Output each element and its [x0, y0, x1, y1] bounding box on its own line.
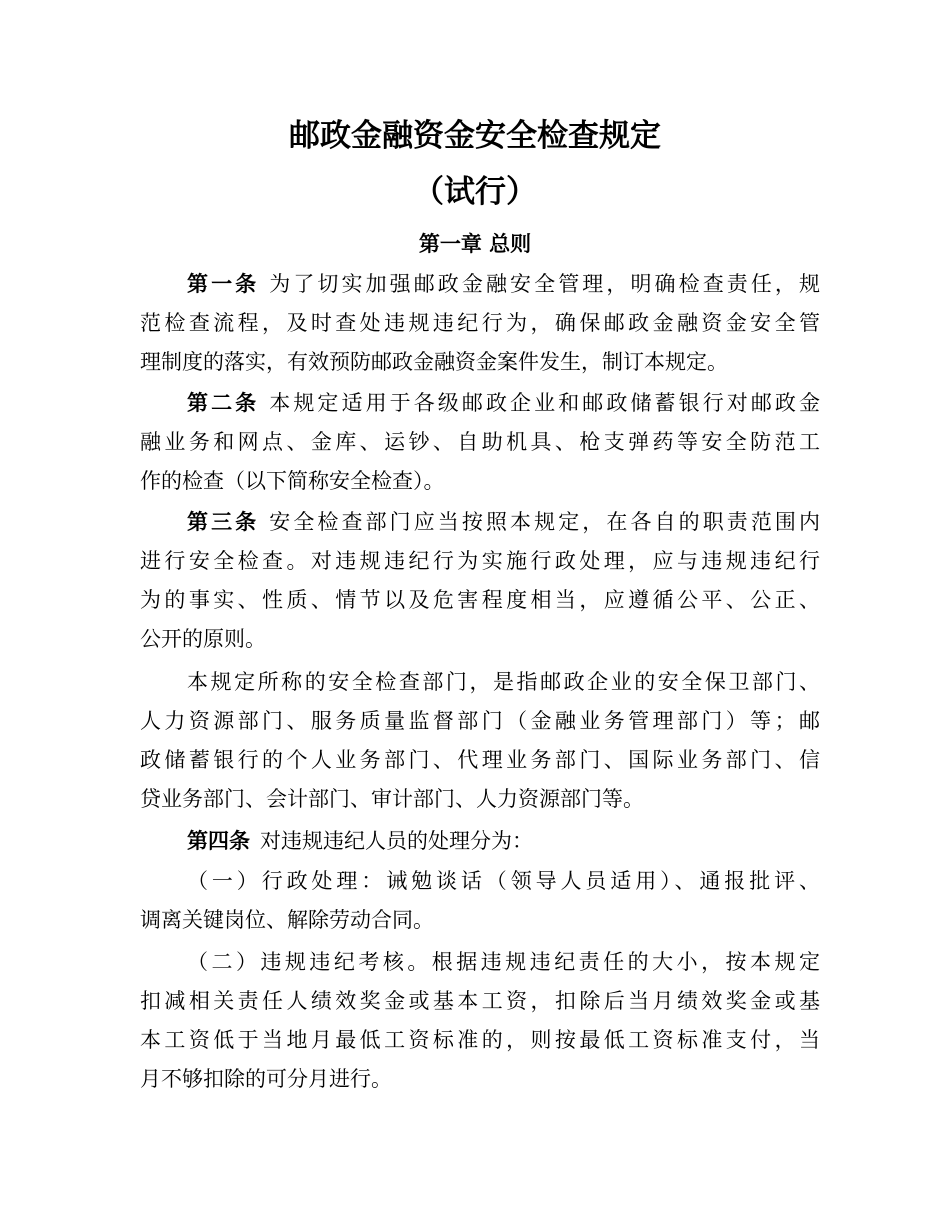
article-1-text: 为了切实加强邮政金融安全管理，明确检查责任，规	[269, 272, 821, 296]
document-title: 邮政金融资金安全检查规定	[289, 118, 661, 154]
article-1-line-1	[187, 267, 820, 301]
item-2-line-3: 本工资低于当地月最低工资标准的，则按最低工资标准支付，当	[140, 1028, 820, 1052]
paragraph-line-1: 本规定所称的安全检查部门，是指邮政企业的安全保卫部门、	[187, 670, 820, 694]
item-2-line-4: 月不够扣除的可分月进行。	[140, 1067, 392, 1091]
item-2-line-1: （二）违规违纪考核。根据违规违纪责任的大小，按本规定	[187, 950, 820, 974]
article-4-text: 对违规违纪人员的处理分为：	[260, 829, 533, 853]
article-4-line-1	[187, 824, 820, 858]
document-subtitle: （试行）	[413, 174, 537, 210]
article-3-line-4: 公开的原则。	[140, 627, 266, 651]
article-4-label: 第四条	[187, 829, 250, 853]
item-1-line-1: （一）行政处理：诫勉谈话（领导人员适用）、通报批评、	[187, 869, 820, 893]
article-2-line-1	[187, 386, 820, 420]
article-1-line-2: 范检查流程，及时查处违规违纪行为，确保邮政金融资金安全管	[140, 311, 820, 335]
paragraph-line-2: 人力资源部门、服务质量监督部门（金融业务管理部门）等；邮	[140, 709, 820, 733]
article-2-text: 本规定适用于各级邮政企业和邮政储蓄银行对邮政金	[269, 391, 821, 415]
article-2-line-2: 融业务和网点、金库、运钞、自助机具、枪支弹药等安全防范工	[140, 430, 820, 454]
article-2-line-3: 作的检查（以下简称安全检查）。	[140, 469, 445, 493]
item-2-line-2: 扣减相关责任人绩效奖金或基本工资，扣除后当月绩效奖金或基	[140, 989, 820, 1013]
article-3-line-2: 进行安全检查。对违规违纪行为实施行政处理，应与违规违纪行	[140, 549, 820, 573]
article-2-label: 第二条	[187, 391, 260, 415]
paragraph-line-3: 政储蓄银行的个人业务部门、代理业务部门、国际业务部门、信	[140, 748, 820, 772]
article-3-label: 第三条	[187, 510, 260, 534]
article-1-line-3: 理制度的落实，有效预防邮政金融资金案件发生，制订本规定。	[140, 350, 728, 374]
article-3-line-1	[187, 505, 820, 539]
article-3-line-3: 为的事实、性质、情节以及危害程度相当，应遵循公平、公正、	[140, 588, 820, 612]
article-1-label: 第一条	[187, 272, 260, 296]
paragraph-line-4: 贷业务部门、会计部门、审计部门、人力资源部门等。	[140, 787, 644, 811]
chapter-heading: 第一章 总则	[418, 232, 532, 256]
item-1-line-2: 调离关键岗位、解除劳动合同。	[140, 908, 434, 932]
article-3-text: 安全检查部门应当按照本规定，在各自的职责范围内	[269, 510, 821, 534]
